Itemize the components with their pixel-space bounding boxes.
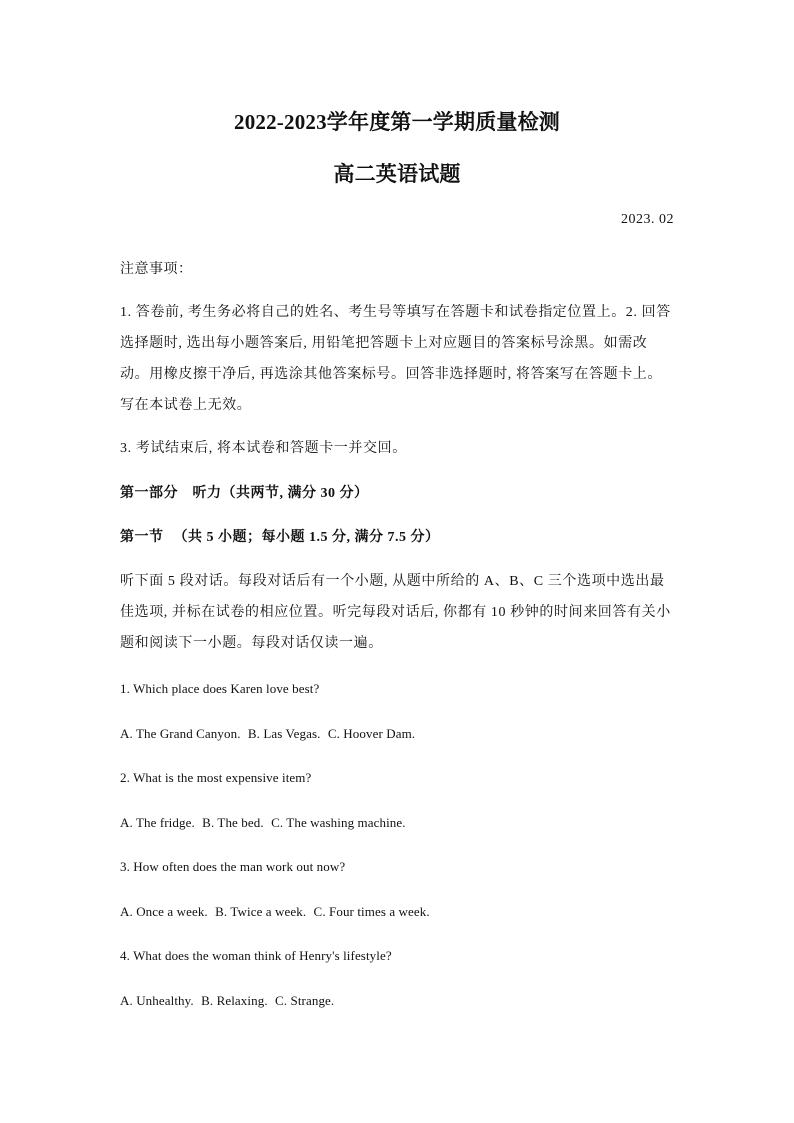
option-a: A. The Grand Canyon. <box>120 726 241 741</box>
notice-paragraph-2: 3. 考试结束后, 将本试卷和答题卡一并交回。 <box>120 441 407 456</box>
option-c: C. Four times a week. <box>313 904 430 919</box>
exam-date: 2023. 02 <box>621 212 674 227</box>
option-b: B. Relaxing. <box>201 993 268 1008</box>
option-b: B. The bed. <box>202 815 264 830</box>
option-a: A. Unhealthy. <box>120 993 194 1008</box>
section-heading-prefix: 第一节 <box>120 530 164 545</box>
question-4: 4. What does the woman think of Henry's lifestyle? <box>120 948 392 963</box>
question-2: 2. What is the most expensive item? <box>120 770 312 785</box>
notice-paragraph-1: 1. 答卷前, 考生务必将自己的姓名、考生号等填写在答题卡和试卷指定位置上。2. 回答选择题时, 选出每小题答案后, 用铅笔把答题卡上对应题目的答案标号涂黑。如需改动。用橡皮擦干净后, 再选涂其他答案标号。回答非选择题时, 将答案写在答题卡上。写在本试卷上无效。 <box>120 305 671 413</box>
answer-options-2 <box>120 815 674 831</box>
exam-title: 2022-2023学年度第一学期质量检测 <box>234 110 560 134</box>
option-c: C. Strange. <box>275 993 335 1008</box>
option-b: B. Las Vegas. <box>247 726 321 741</box>
listening-instruction: 听下面 5 段对话。每段对话后有一个小题, 从题中所给的 A、B、C 三个选项中选出最佳选项, 并标在试卷的相应位置。听完每段对话后, 你都有 10 秒钟的时间来回答有关小题和阅读下一小题。每段对话仅读一遍。 <box>120 574 671 651</box>
question-3: 3. How often does the man work out now? <box>120 859 346 874</box>
option-c: C. Hoover Dam. <box>327 726 416 741</box>
answer-options-1 <box>120 726 674 742</box>
option-a: A. The fridge. <box>120 815 195 830</box>
section-heading-detail: （共 5 小题；每小题 1.5 分, 满分 7.5 分） <box>173 530 440 545</box>
answer-options-3 <box>120 904 674 920</box>
answer-options-4 <box>120 993 674 1009</box>
option-c: C. The washing machine. <box>271 815 406 830</box>
option-a: A. Once a week. <box>120 904 208 919</box>
question-1: 1. Which place does Karen love best? <box>120 681 320 696</box>
option-b: B. Twice a week. <box>215 904 307 919</box>
exam-subtitle: 高二英语试题 <box>333 162 461 186</box>
notice-label: 注意事项： <box>120 262 193 277</box>
section-heading <box>120 526 440 546</box>
part-heading: 第一部分 听力（共两节, 满分 30 分） <box>120 486 369 501</box>
